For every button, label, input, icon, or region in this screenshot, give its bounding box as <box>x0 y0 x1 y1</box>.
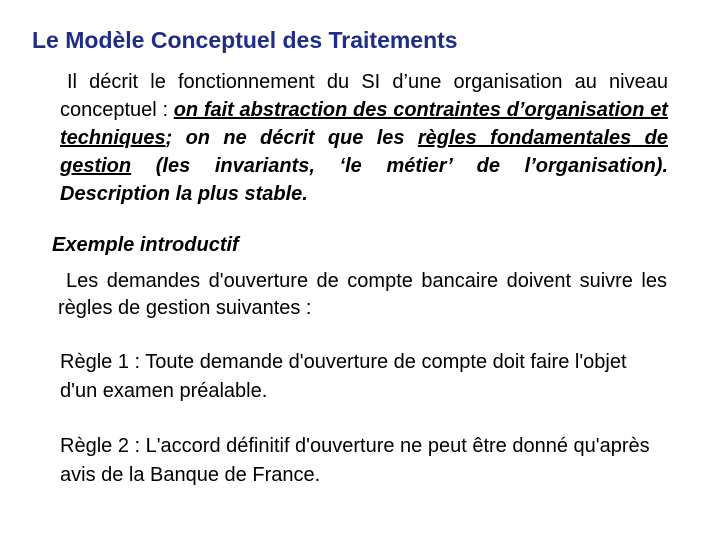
intro-underline-6: de <box>644 127 668 149</box>
intro-underline-7: gestion <box>60 155 132 177</box>
example-heading: Exemple introductif <box>52 234 239 256</box>
intro-space-5 <box>631 127 644 149</box>
example-body <box>58 268 667 322</box>
intro-underline-2: et <box>650 99 668 121</box>
intro-paragraph <box>60 68 668 208</box>
intro-underline-5: fondamentales <box>490 127 632 149</box>
intro-lead: Il décrit le fonctionnement du SI d’une organisation au niveau conceptuel : <box>60 71 668 121</box>
intro-underline-1: on fait abstraction des contraintes d’organisation <box>173 99 645 121</box>
intro-underline-4: règles <box>417 127 477 149</box>
intro-underline-3: techniques <box>60 127 166 149</box>
example-body-text: Les demandes d'ouverture de compte bancaire doivent suivre les règles de gestion suivantes : <box>58 270 667 319</box>
intro-text-3: ; on ne décrit que les <box>165 127 418 149</box>
page-title: Le Modèle Conceptuel des Traitements <box>32 27 458 53</box>
intro-tail: (les invariants, ‘le métier’ de l’organisation). Description la plus stable. <box>60 155 668 205</box>
intro-space-4 <box>477 127 490 149</box>
rule-1: Règle 1 : Toute demande d'ouverture de compte doit faire l'objet d'un examen préalable. <box>60 351 627 402</box>
rule-2: Règle 2 : L'accord définitif d'ouverture ne peut être donné qu'après avis de la Banque de France. <box>60 435 650 486</box>
